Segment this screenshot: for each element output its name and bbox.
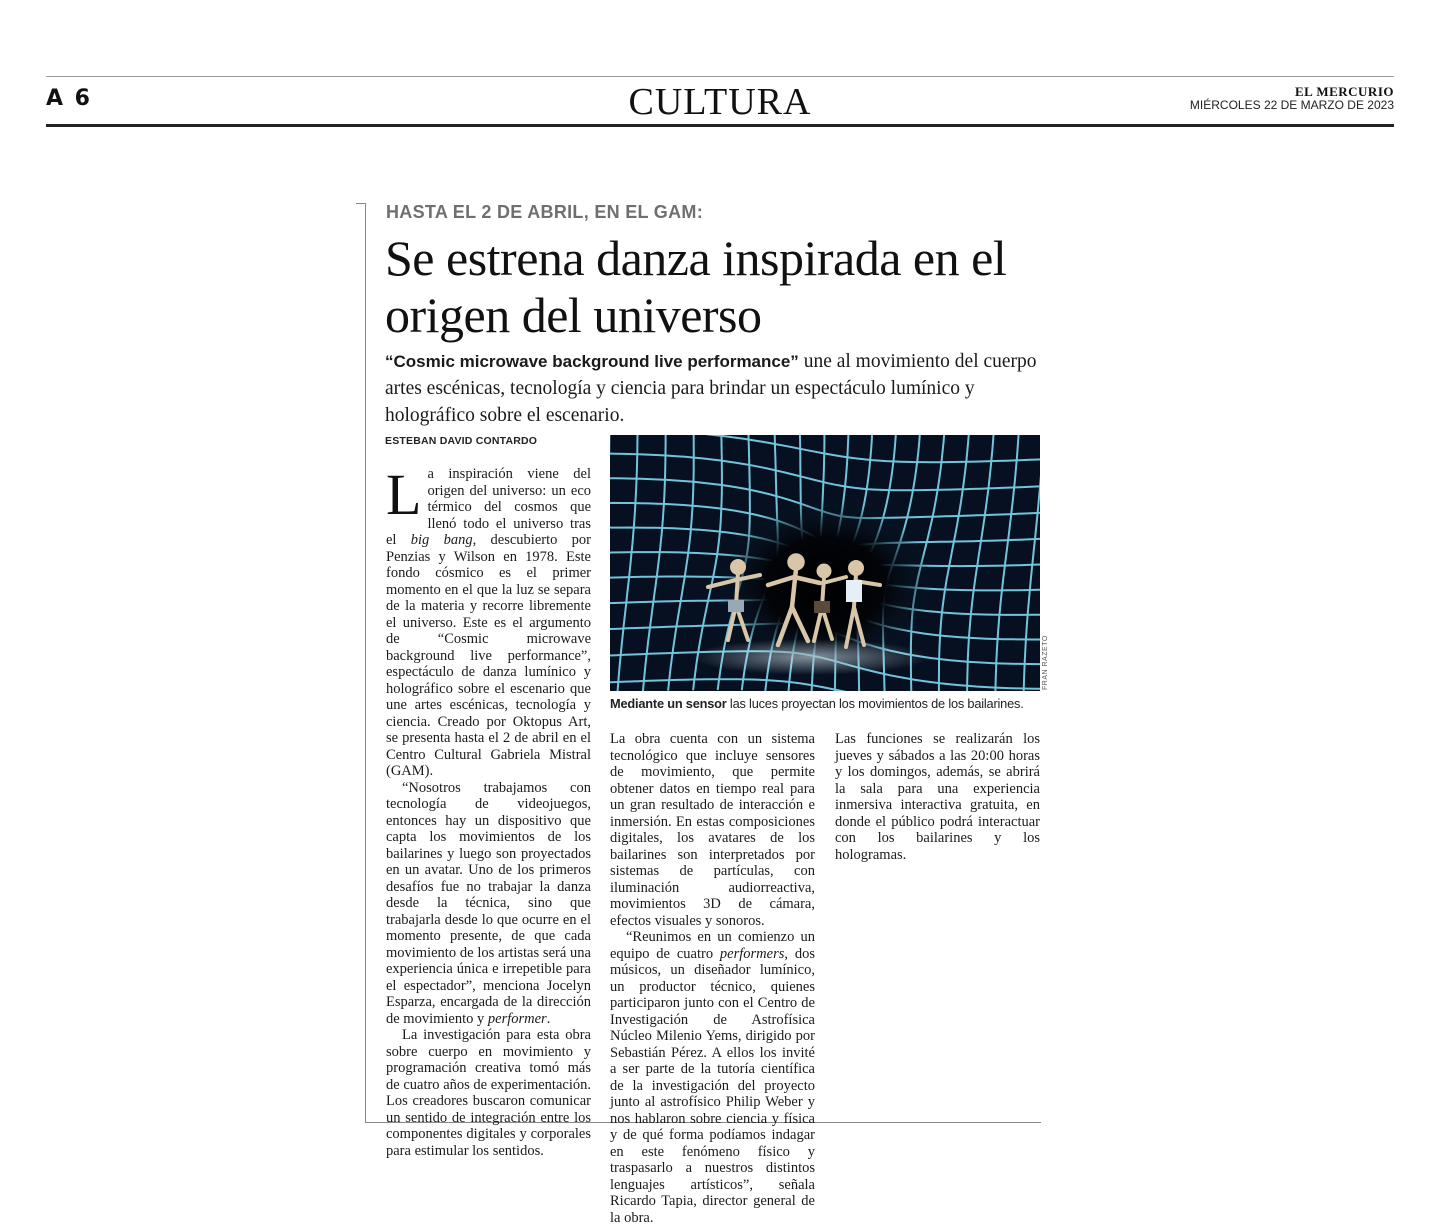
photo-illustration (610, 435, 1040, 691)
photo-credit-text: FRAN RAZETO (1042, 635, 1049, 690)
caption-text: las luces proyectan los movimientos de los bailarines. (726, 696, 1024, 711)
stage-floor-glow (690, 639, 930, 675)
photo-caption (610, 696, 1050, 711)
article-column-2 (610, 731, 815, 1226)
deck-lead: “Cosmic microwave background live performance” (385, 352, 799, 371)
section-title: CULTURA (628, 81, 812, 123)
article-bracket-left (365, 203, 366, 1123)
paragraph-6: Las funciones se realizarán los jueves y sábados a las 20:00 horas y los domingos, además, se abrirá la sala para una experiencia inmersiva interactiva gratuita, en donde el público podrá interactuar con los bailarines y los hologramas. (835, 731, 1040, 863)
caption-lead: Mediante un sensor (610, 696, 727, 711)
drop-cap: L (386, 462, 422, 527)
paragraph-2: “Nosotros trabajamos con tecnología de videojuegos, entonces hay un dispositivo que capta los movimientos de los bailarines y luego son proyectados en un avatar. Uno de los primeros desafíos fue no trabajar la danza desde la técnica, sino que trabajarla desde lo que ocurre en el momento presente, de que cada movimiento de los artistas será una experiencia única e irrepetible para el espectador”, menciona Jocelyn Esparza, encargada de la dirección de movimiento y performer. (386, 779, 591, 1027)
article-deck (385, 348, 1045, 429)
issue-date: MIÉRCOLES 22 DE MARZO DE 2023 (1189, 98, 1394, 112)
page-number: A 6 (46, 86, 92, 111)
article-kicker: HASTA EL 2 DE ABRIL, EN EL GAM: (386, 202, 703, 222)
masthead-rule-top (46, 76, 1394, 77)
article-column-1 (386, 462, 592, 1159)
newspaper-name: EL MERCURIO (1294, 84, 1394, 99)
paragraph-1: La inspiración viene del origen del universo: un eco térmico del cosmos que llenó todo el universo tras el big bang, descubierto por Penzias y Wilson en 1978. Este fondo cósmico es el primer momento en el que la luz se separa de la materia y recorre libremente el universo. Este es el argumento de “Cosmic microwave background live performance”, espectáculo de danza lumínico y holográfico sobre el escenario que une artes escénicas, tecnología y ciencia. Creado por Oktopus Art, se presenta hasta el 2 de abril en el Centro Cultural Gabriela Mistral (GAM). (386, 462, 592, 779)
photo-credit (1040, 635, 1054, 692)
article-column-3 (835, 731, 1040, 863)
paragraph-4: La obra cuenta con un sistema tecnológico que incluye sensores de movimiento, que permite obtener datos en tiempo real para un gran resultado de interacción e inmersión. En estas composiciones digitales, los avatares de los bailarines son interpretados por sistemas de partículas, con iluminación audiorreactiva, movimientos 3D de cámara, efectos visuales y sonoros. (610, 731, 815, 929)
article-headline: Se estrena danza inspirada en el origen del universo (385, 230, 1007, 343)
article-photo (610, 435, 1040, 691)
paragraph-5: “Reunimos en un comienzo un equipo de cuatro performers, dos músicos, un diseñador lumínico, un productor técnico, quienes participaron junto con el Centro de Investigación de Astrofísica Núcleo Milenio Yems, dirigido por Sebastián Pérez. A ellos los invité a ser parte de la tutoría científica de la investigación del proyecto junto al astrofísico Philip Weber y nos hablaron sobre ciencia y física y de qué forma podíamos indagar en este fenómeno físico y traspasarlo a nuestros distintos lenguajes artísticos”, señala Ricardo Tapia, director general de la obra. (610, 929, 815, 1226)
article-byline: ESTEBAN DAVID CONTARDO (385, 435, 538, 447)
deck-text: une al movimiento del cuerpo artes escénicas, tecnología y ciencia para brindar un espectáculo lumínico y holográfico sobre el escenario. (385, 351, 1037, 426)
masthead-rule-bottom (46, 124, 1394, 127)
paragraph-3: La investigación para esta obra sobre cuerpo en movimiento y programación creativa tomó más de cuatro años de experimentación. Los creadores buscaron comunicar un sentido de integración entre los componentes digitales y corporales para estimular los sentidos. (386, 1027, 591, 1159)
